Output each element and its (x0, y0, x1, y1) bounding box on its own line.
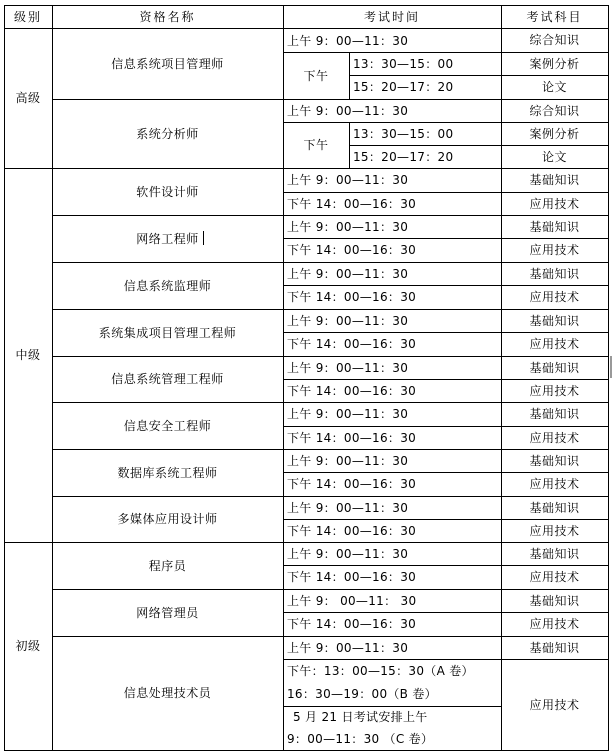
table-border-right (608, 5, 609, 750)
exam-time: 5 月 21 日考试安排上午 (293, 710, 428, 724)
exam-time: 上午 9：00—11：30 (287, 360, 409, 375)
exam-time: 上午 9：00—11：30 (287, 500, 409, 515)
exam-subject: 基础知识 (529, 173, 580, 187)
exam-time: 13：30—15：00 (353, 56, 454, 71)
qualification-name: 信息安全工程师 (123, 418, 212, 433)
exam-time: 下午 14：00—16：30 (287, 617, 417, 631)
header-qualification: 资格名称 (139, 9, 196, 24)
exam-time: 上午 9：00—11：30 (287, 407, 409, 421)
exam-subject: 基础知识 (529, 266, 580, 281)
exam-subject: 应用技术 (529, 337, 580, 351)
exam-subject: 论文 (541, 80, 567, 94)
qualification-name: 系统分析师 (136, 126, 199, 141)
exam-subject: 应用技术 (529, 196, 580, 211)
exam-subject: 基础知识 (529, 360, 580, 375)
exam-subject: 应用技术 (529, 617, 580, 631)
exam-subject: 应用技术 (529, 430, 580, 445)
qualification-name: 信息系统项目管理师 (111, 56, 224, 71)
header-exam-time: 考试时间 (363, 9, 420, 24)
exam-time: 下午 14：00—16：30 (287, 383, 417, 398)
exam-time-label: 下午 (303, 68, 329, 83)
exam-subject: 应用技术 (529, 523, 580, 538)
exam-subject: 论文 (541, 149, 567, 164)
exam-time: 上午 9：00—11：30 (287, 453, 409, 468)
exam-time: 上午 9：00—11：30 (287, 546, 409, 561)
exam-subject: 基础知识 (529, 593, 580, 608)
exam-time: 下午 14：00—16：30 (287, 243, 417, 257)
qualification-name: 信息处理技术员 (123, 686, 212, 700)
exam-time: 下午 14：00—16：30 (287, 196, 417, 211)
exam-subject: 基础知识 (529, 546, 580, 561)
exam-time: 上午 9：00—11：30 (287, 33, 409, 48)
qualification-name: 网络工程师 (136, 231, 199, 246)
exam-subject: 应用技术 (529, 697, 580, 712)
exam-time: 下午：13：00—15：30（A 卷） (287, 663, 474, 678)
exam-subject: 综合知识 (529, 103, 580, 118)
exam-subject: 基础知识 (529, 407, 580, 421)
qualification-name: 数据库系统工程师 (117, 465, 218, 480)
qualification-name: 信息系统管理工程师 (111, 372, 224, 386)
exam-time: 上午 9：00—11：30 (287, 266, 409, 281)
exam-time: 9：00—11：30 （C 卷） (287, 732, 434, 746)
exam-time: 上午 9：00—11：30 (287, 640, 409, 655)
exam-subject: 基础知识 (529, 640, 580, 655)
exam-subject: 案例分析 (529, 126, 580, 141)
qualification-name: 网络管理员 (136, 605, 199, 620)
table-resize-handle[interactable] (610, 356, 612, 378)
exam-time: 下午 14：00—16：30 (287, 523, 417, 538)
exam-time: 上午 9： 00—11： 30 (287, 593, 417, 608)
exam-subject: 应用技术 (529, 290, 580, 304)
level-senior: 高级 (15, 91, 41, 105)
exam-subject: 应用技术 (529, 477, 580, 491)
header-subject: 考试科目 (526, 9, 583, 24)
exam-subject: 基础知识 (529, 313, 580, 328)
exam-subject: 案例分析 (529, 56, 580, 71)
exam-time: 下午 14：00—16：30 (287, 337, 417, 351)
exam-subject: 应用技术 (529, 383, 580, 398)
exam-time: 上午 9：00—11：30 (287, 103, 409, 118)
qualification-name: 信息系统监理师 (123, 278, 212, 293)
exam-time: 下午 14：00—16：30 (287, 570, 417, 584)
qualification-name: 软件设计师 (136, 184, 199, 199)
exam-time: 13：30—15：00 (353, 126, 454, 141)
exam-time: 16：30—19：00（B 卷） (287, 687, 437, 701)
exam-time: 上午 9：00—11：30 (287, 219, 409, 234)
exam-time-label: 下午 (303, 138, 329, 152)
exam-time: 上午 9：00—11：30 (287, 173, 409, 187)
level-junior: 初级 (15, 639, 41, 653)
text-cursor (203, 231, 204, 245)
exam-time: 下午 14：00—16：30 (287, 477, 417, 491)
qualification-name: 系统集成项目管理工程师 (98, 325, 237, 340)
exam-subject: 基础知识 (529, 453, 580, 468)
exam-subject: 基础知识 (529, 219, 580, 234)
exam-time: 上午 9：00—11：30 (287, 313, 409, 328)
exam-subject: 综合知识 (529, 33, 580, 47)
exam-time: 15：20—17：20 (353, 149, 454, 164)
exam-time: 下午 14：00—16：30 (287, 430, 417, 445)
level-intermediate: 中级 (15, 348, 41, 362)
table-border-bottom (4, 750, 609, 751)
qualification-name: 程序员 (148, 558, 187, 573)
exam-subject: 基础知识 (529, 500, 580, 515)
qualification-name: 多媒体应用设计师 (117, 512, 218, 526)
exam-subject: 应用技术 (529, 570, 580, 584)
header-level: 级别 (13, 9, 42, 24)
exam-time: 15：20—17：20 (353, 80, 454, 94)
exam-time: 下午 14：00—16：30 (287, 290, 417, 304)
exam-subject: 应用技术 (529, 243, 580, 257)
